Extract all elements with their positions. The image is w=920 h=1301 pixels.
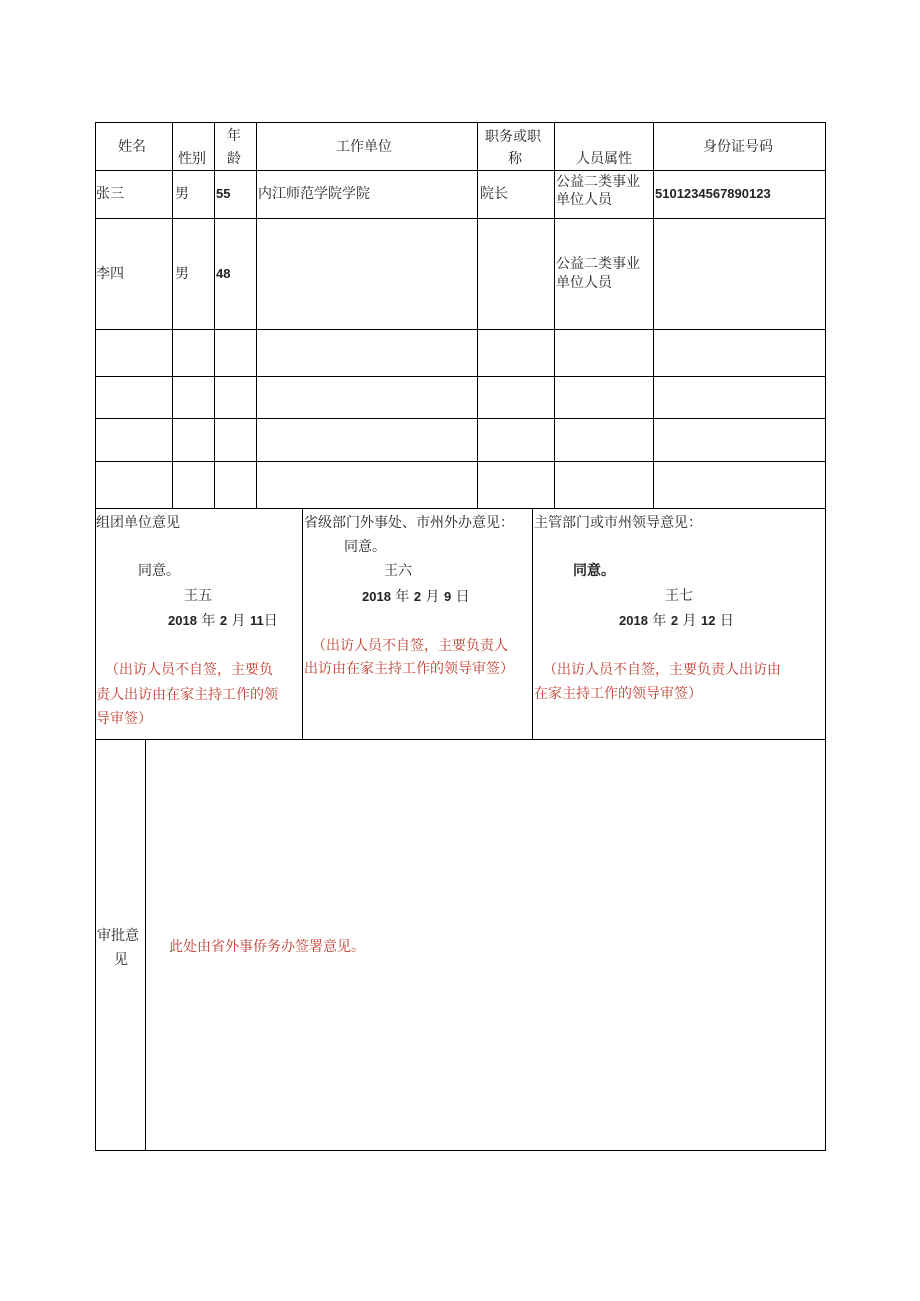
col-divider [145,739,146,1150]
col-divider [256,122,257,508]
date-year: 2018 [619,613,648,628]
leader-opinion-note-1: （出访人员不自签，主要负责人出访由 [543,662,781,678]
provincial-opinion-note-2: 出访由在家主持工作的领导审签） [304,661,514,677]
group-opinion-note-3: 导审签） [96,711,152,727]
group-opinion-date [168,611,278,631]
row2-category-2: 单位人员 [556,275,612,291]
date-day-unit: 日 [719,613,734,629]
row1-category-2: 单位人员 [556,192,612,208]
row-divider [95,376,826,377]
leader-opinion-date [619,611,734,631]
col-divider [477,122,478,508]
provincial-opinion-date [362,587,470,607]
row1-id-number: 5101234567890123 [655,186,771,201]
header-gender: 性别 [178,151,206,167]
row-divider [95,739,826,740]
provincial-opinion-content: 同意。 [344,539,386,555]
approval-label-2: 见 [114,952,128,968]
provincial-opinion-note-1: （出访人员不自签，主要负责人 [312,638,508,654]
provincial-opinion-signer: 王六 [384,563,412,579]
header-age-1: 年 [227,128,241,144]
row2-name: 李四 [96,266,124,282]
leader-opinion-note-2: 在家主持工作的领导审签） [534,686,702,702]
approval-note: 此处由省外事侨务办签署意见。 [169,939,365,955]
col-divider [532,508,533,739]
leader-opinion-signer: 王七 [665,588,693,604]
row1-category-1: 公益二类事业 [556,174,640,190]
col-divider [172,122,173,508]
table-border-top [95,122,826,123]
col-divider [554,122,555,508]
group-opinion-signer: 王五 [184,588,212,604]
date-day: 12 [700,613,716,628]
row2-category-1: 公益二类事业 [556,256,640,272]
col-divider [214,122,215,508]
row1-position: 院长 [480,186,508,202]
row1-gender: 男 [175,186,189,202]
header-unit: 工作单位 [336,139,392,155]
row-divider [95,329,826,330]
header-category: 人员属性 [576,151,632,167]
date-month: 2 [413,589,422,604]
col-divider [302,508,303,739]
header-position-2: 称 [508,151,522,167]
date-month-unit: 月 [231,613,246,629]
date-year-unit: 年 [201,613,216,629]
provincial-opinion-title: 省级部门外事处、市州外办意见： [304,515,514,531]
date-month-unit: 月 [682,613,697,629]
row-divider [95,170,826,171]
group-opinion-note-1: （出访人员不自签，主要负 [105,662,273,678]
table-border-right [825,122,826,1151]
table-border-bottom [95,1150,826,1151]
row2-gender: 男 [175,266,189,282]
date-year: 2018 [362,589,391,604]
group-opinion-note-2: 责人出访由在家主持工作的领 [96,687,278,703]
row1-name: 张三 [96,186,124,202]
approval-label-1: 审批意 [97,928,139,944]
date-month: 2 [670,613,679,628]
group-opinion-title: 组团单位意见 [96,515,180,531]
date-month-unit: 月 [425,589,440,605]
date-day: 9 [443,589,452,604]
row1-unit: 内江师范学院学院 [258,186,370,202]
row2-age: 48 [216,266,231,281]
date-day-unit: 日 [455,589,470,605]
col-divider [653,122,654,508]
leader-opinion-content: 同意。 [573,563,615,579]
row-divider [95,418,826,419]
date-year-unit: 年 [395,589,410,605]
header-id-number: 身份证号码 [703,139,773,155]
date-month: 2 [219,613,228,628]
date-day-unit: 日 [263,613,278,629]
header-position-1: 职务或职 [485,129,541,145]
row-divider [95,218,826,219]
leader-opinion-title: 主管部门或市州领导意见： [534,515,702,531]
header-age-2: 龄 [227,151,241,167]
row1-age: 55 [216,186,231,201]
date-year: 2018 [168,613,197,628]
date-year-unit: 年 [652,613,667,629]
date-day: 11 [249,613,264,628]
row-divider [95,508,826,509]
row-divider [95,461,826,462]
header-name: 姓名 [118,139,146,155]
group-opinion-content: 同意。 [138,563,180,579]
